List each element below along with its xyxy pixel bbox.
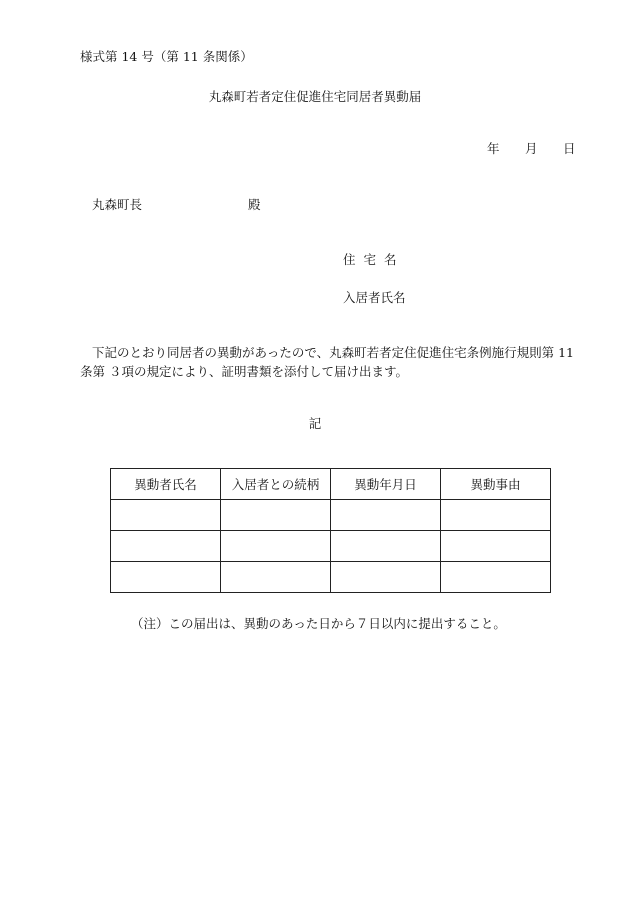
addressee-honorific: 殿	[248, 197, 261, 212]
header-relationship: 入居者との続柄	[221, 469, 331, 500]
document-title: 丸森町若者定住促進住宅同居者異動届	[208, 89, 422, 104]
date-month: 月	[525, 141, 538, 156]
table-row	[111, 531, 551, 562]
header-change-reason: 異動事由	[441, 469, 551, 500]
addressee	[92, 195, 261, 213]
residence-name-label: 住宅名	[343, 252, 405, 267]
form-number: 様式第 14 号（第 11 条関係）	[80, 49, 253, 64]
table-cell[interactable]	[221, 562, 331, 593]
table-cell[interactable]	[331, 531, 441, 562]
table-cell[interactable]	[331, 500, 441, 531]
table-row	[111, 500, 551, 531]
change-table	[110, 468, 551, 593]
ki-heading: 記	[308, 416, 322, 431]
table-cell[interactable]	[221, 531, 331, 562]
date-day: 日	[563, 141, 576, 156]
resident-name-label: 入居者氏名	[343, 290, 406, 305]
addressee-name: 丸森町長	[92, 197, 143, 212]
table-cell[interactable]	[331, 562, 441, 593]
table-cell[interactable]	[441, 531, 551, 562]
header-change-date: 異動年月日	[331, 469, 441, 500]
table-row	[111, 562, 551, 593]
table-header-row	[111, 469, 551, 500]
date-line	[487, 139, 576, 157]
table-cell[interactable]	[441, 562, 551, 593]
table-cell[interactable]	[111, 500, 221, 531]
note-text: （注）この届出は、異動のあった日から７日以内に提出すること。	[131, 616, 506, 631]
table-cell[interactable]	[441, 500, 551, 531]
table-cell[interactable]	[111, 562, 221, 593]
table-cell[interactable]	[111, 531, 221, 562]
header-changer-name: 異動者氏名	[111, 469, 221, 500]
body-text: 下記のとおり同居者の異動があったので、丸森町若者定住促進住宅条例施行規則第 11 条第 ３項の規定により、証明書類を添付して届け出ます。	[80, 345, 575, 379]
table-cell[interactable]	[221, 500, 331, 531]
date-year: 年	[487, 141, 500, 156]
